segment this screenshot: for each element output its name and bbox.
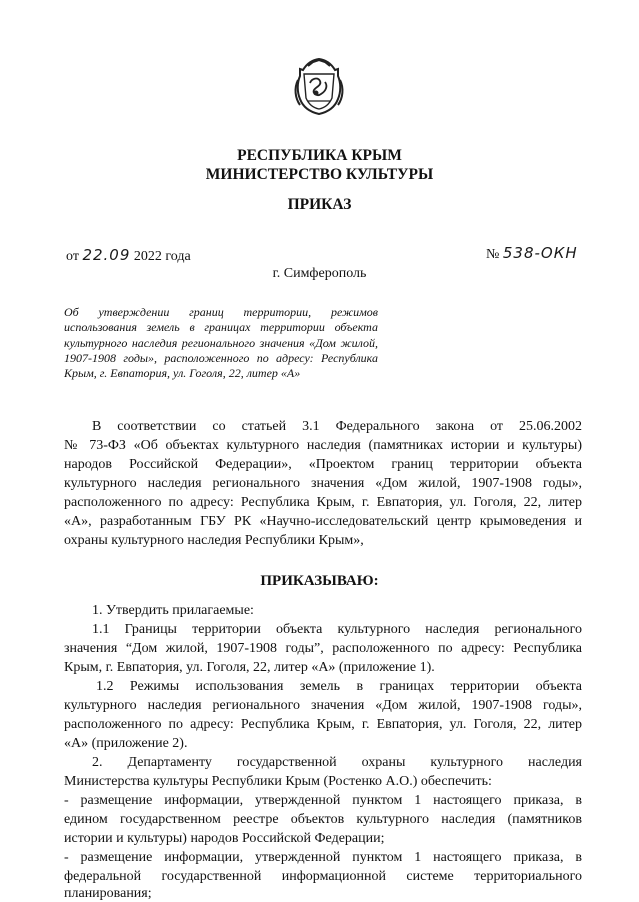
item-line: федеральной государственной информационной системе территориального (64, 869, 582, 884)
preamble-line: № 73-ФЗ «Об объектах культурного наследия (памятниках истории и культуры) (64, 438, 582, 453)
item-line: едином государственном реестре объектов культурного наследия (памятников (64, 812, 582, 827)
item-line: расположенного по адресу: Республика Крым, г. Евпатория, ул. Гоголя, 22, литер (64, 717, 582, 732)
item-line: Крым, г. Евпатория, ул. Гоголя, 22, литер «А» (приложение 1). (64, 660, 435, 675)
preamble-line: народов Российской Федерации», «Проектом границ территории объекта (64, 457, 582, 472)
coat-of-arms-emblem (292, 56, 346, 116)
preamble-line: В соответствии со статьей 3.1 Федерального закона от 25.06.2002 (92, 419, 582, 434)
item-line: планирования; (64, 886, 152, 901)
number-sign: № (486, 247, 500, 262)
item-line: - размещение информации, утвержденной пунктом 1 настоящего приказа, в (64, 793, 582, 808)
republic-title: РЕСПУБЛИКА КРЫМ (237, 147, 402, 164)
preamble-line: расположенного по адресу: Республика Крым, г. Евпатория, ул. Гоголя, 22, литер (64, 495, 582, 510)
item-line: 1. Утвердить прилагаемые: (92, 603, 254, 618)
order-subject: Об утверждении границ территории, режимов использования земель в границах территории объекта культурного наследия регионального значения «Дом жилой, 1907-1908 годы», расположенного по адресу: Республика Крым, г. Евпатория, ул. Гоголя, 22, литер «А» (64, 305, 378, 381)
document-type-title: ПРИКАЗ (287, 196, 352, 213)
item-line: истории и культуры) народов Российской Федерации; (64, 831, 385, 846)
item-line: «А» (приложение 2). (64, 736, 188, 751)
item-line: значения “Дом жилой, 1907-1908 годы”, расположенного по адресу: Республика (64, 641, 582, 656)
date-line (66, 246, 191, 265)
handwritten-date: 22.09 (82, 246, 131, 264)
item-line: Министерства культуры Республики Крым (Ростенко А.О.) обеспечить: (64, 774, 492, 789)
ministry-title: МИНИСТЕРСТВО КУЛЬТУРЫ (205, 166, 434, 183)
order-number-line (486, 244, 578, 263)
item-line: - размещение информации, утвержденной пунктом 1 настоящего приказа, в (64, 850, 582, 865)
preamble-line: культурного наследия регионального значения «Дом жилой, 1907-1908 годы», (64, 476, 582, 491)
order-word-heading: ПРИКАЗЫВАЮ: (260, 573, 379, 589)
item-line: 1.1 Границы территории объекта культурного наследия регионального (92, 622, 582, 637)
item-line: культурного наследия регионального значения «Дом жилой, 1907-1908 годы», (64, 698, 582, 713)
handwritten-order-number: 538-ОКН (502, 244, 578, 262)
item-line: 1.2 Режимы использования земель в границах территории объекта (96, 679, 582, 694)
city-line: г. Симферополь (272, 266, 367, 281)
preamble-line: «А», разработанным ГБУ РК «Научно-исследовательский центр крымоведения и (64, 514, 582, 529)
item-line: 2. Департаменту государственной охраны культурного наследия (92, 755, 582, 770)
date-prefix: от (66, 249, 79, 264)
date-year: 2022 года (133, 249, 191, 264)
preamble-line: охраны культурного наследия Республики Крым», (64, 533, 364, 548)
